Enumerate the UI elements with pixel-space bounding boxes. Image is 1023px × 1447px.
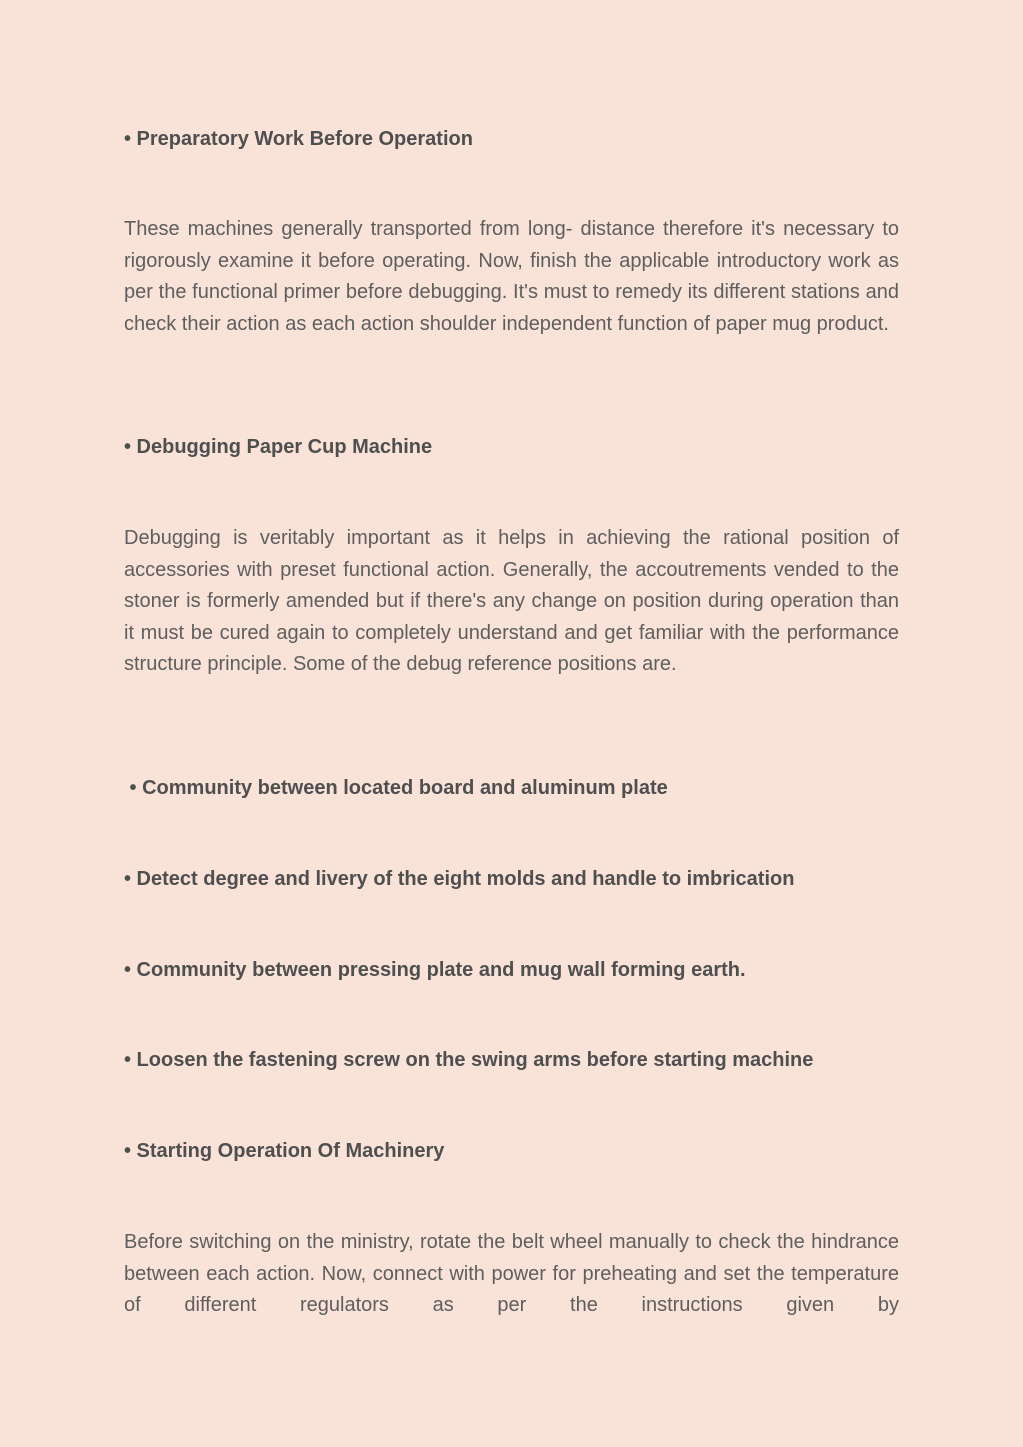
paragraph-starting-operation: Before switching on the ministry, rotate the belt wheel manually to check the hindrance between each action. Now, connect with power for preheating and set the temperature of different regulators as per the instructions given by [124,1231,899,1317]
bullet-item-community-pressing-plate: • Community between pressing plate and mug wall forming earth. [124,959,746,981]
bullet-item-community-board: • Community between located board and aluminum plate [124,777,668,799]
section-heading-debugging: • Debugging Paper Cup Machine [124,436,433,458]
paragraph-debugging: Debugging is veritably important as it helps in achieving the rational position of accessories with preset functional action. Generally, the accoutrements vended to the stoner is formerly amended but if there's any change on position during operation than it must be cured again to completely understand and get familiar with the performance structure principle. Some of the debug reference positions are. [124,527,899,676]
section-heading-preparatory-work: • Preparatory Work Before Operation [124,128,473,150]
paragraph-preparatory-work: These machines generally transported from long- distance therefore it's necessary to rigorously examine it before operating. Now, finish the applicable introductory work as per the functional primer before debugging. It's must to remedy its different stations and check their action as each action shoulder independent function of paper mug product. [124,218,899,335]
bullet-item-loosen-screw: • Loosen the fastening screw on the swing arms before starting machine [124,1049,814,1071]
bullet-item-detect-degree: • Detect degree and livery of the eight molds and handle to imbrication [124,868,795,890]
section-heading-starting-operation: • Starting Operation Of Machinery [124,1140,445,1162]
